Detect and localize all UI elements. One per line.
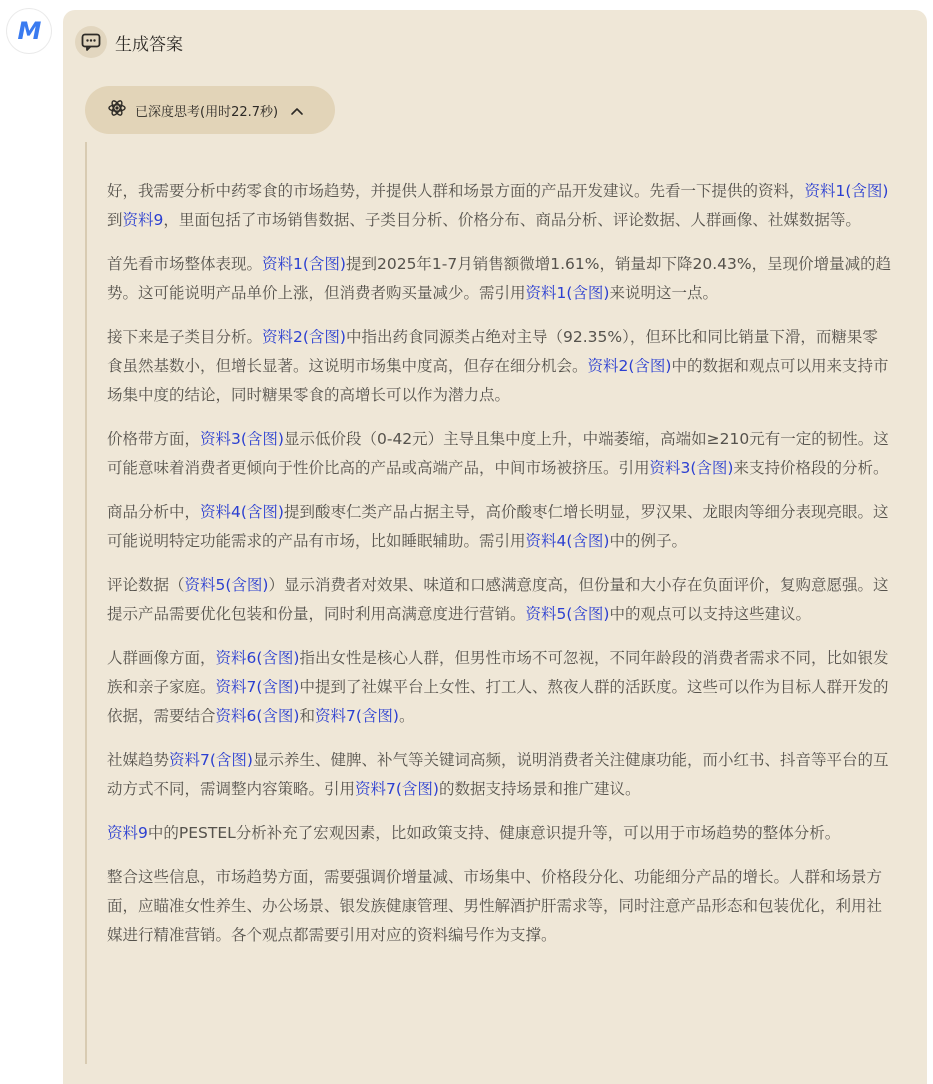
paragraph-text: 中的例子。 (609, 532, 687, 550)
reference-link[interactable]: 资料6(含图) (215, 707, 300, 725)
paragraph-text: 整合这些信息，市场趋势方面，需要强调价增量减、市场集中、价格段分化、功能细分产品的增长。人群和场景方面，应瞄准女性养生、办公场景、银发族健康管理、男性解酒护肝需求等，同时注意产品形态和包装优化，利用社媒进行精准营销。各个观点都需要引用对应的资料编号作为支撑。 (107, 868, 883, 944)
reference-link[interactable]: 资料9 (122, 211, 164, 229)
chevron-up-icon (290, 101, 304, 120)
paragraph-text: 中的观点可以支持这些建议。 (609, 605, 811, 623)
answer-card (63, 10, 927, 1084)
paragraph-text: 中的数据和观点可以用来支持市场集中度的结论，同时糖果零食的高增长可以作为潜力点。 (107, 357, 889, 404)
thought-paragraph (107, 819, 893, 848)
paragraph-text: 来说明这一点。 (609, 284, 718, 302)
reference-link[interactable]: 资料5(含图) (184, 576, 269, 594)
reference-link[interactable]: 资料1(含图) (804, 182, 889, 200)
reference-link[interactable]: 资料3(含图) (200, 430, 284, 448)
paragraph-text: 中的PESTEL分析补充了宏观因素，比如政策支持、健康意识提升等，可以用于市场趋势的整体分析。 (147, 824, 841, 842)
thought-paragraph (107, 323, 893, 410)
gear-icon (107, 98, 127, 122)
reference-link[interactable]: 资料7(含图) (315, 707, 399, 725)
deep-think-toggle[interactable] (85, 86, 335, 134)
reference-link[interactable]: 资料6(含图) (215, 649, 300, 667)
card-title: 生成答案 (115, 34, 183, 55)
paragraph-text: 商品分析中， (107, 503, 201, 521)
reference-link[interactable]: 资料5(含图) (525, 605, 610, 623)
paragraph-text: 的数据支持场景和推广建议。 (438, 780, 641, 798)
paragraph-text: 指出女性是核心人群，但男性市场不可忽视，不同年龄段的消费者需求不同，比如银发族和亲子家庭。 (107, 649, 889, 696)
paragraph-text: 社媒趋势 (107, 751, 170, 769)
paragraph-text: 好，我需要分析中药零食的市场趋势，并提供人群和场景方面的产品开发建议。先看一下提供的资料， (107, 182, 805, 200)
thought-paragraph (107, 863, 893, 950)
reference-link[interactable]: 资料1(含图) (525, 284, 610, 302)
thought-paragraph (107, 498, 893, 556)
reference-link[interactable]: 资料1(含图) (262, 255, 346, 273)
reference-link[interactable]: 资料3(含图) (649, 459, 734, 477)
chat-bubble-icon (75, 26, 107, 58)
paragraph-text: 。 (398, 707, 415, 725)
thought-paragraph (107, 644, 893, 731)
deep-think-label: 已深度思考(用时22.7秒) (135, 104, 279, 120)
card-header (75, 26, 183, 58)
paragraph-text: 价格带方面， (107, 430, 201, 448)
paragraph-text: 和 (299, 707, 315, 725)
reference-link[interactable]: 资料2(含图) (587, 357, 672, 375)
paragraph-text: 来支持价格段的分析。 (733, 459, 889, 477)
thought-paragraph (107, 425, 893, 483)
paragraph-text: 中提到了社媒平台上女性、打工人、熬夜人群的活跃度。这些可以作为目标人群开发的依据，需要结合 (107, 678, 889, 725)
paragraph-text: 首先看市场整体表现。 (107, 255, 263, 273)
logo-icon: M (7, 9, 51, 53)
thinking-content (85, 142, 893, 1064)
thought-paragraph (107, 746, 893, 804)
reference-link[interactable]: 资料9 (107, 824, 148, 842)
paragraph-text: 提到2025年1-7月销售额微增1.61%，销量却下降20.43%，呈现价增量减的趋势。这可能说明产品单价上涨，但消费者购买量减少。需引用 (107, 255, 892, 302)
reference-link[interactable]: 资料7(含图) (355, 780, 439, 798)
paragraph-text: 显示养生、健脾、补气等关键词高频，说明消费者关注健康功能，而小红书、抖音等平台的互动方式不同，需调整内容策略。引用 (107, 751, 889, 798)
reference-link[interactable]: 资料7(含图) (169, 751, 253, 769)
paragraph-text: ，里面包括了市场销售数据、子类目分析、价格分布、商品分析、评论数据、人群画像、社媒数据等。 (163, 211, 861, 229)
reference-link[interactable]: 资料4(含图) (525, 532, 610, 550)
thought-paragraph (107, 250, 893, 308)
paragraph-text: 评论数据（ (107, 576, 185, 594)
paragraph-text: 提到酸枣仁类产品占据主导，高价酸枣仁增长明显，罗汉果、龙眼肉等细分表现亮眼。这可能说明特定功能需求的产品有市场，比如睡眠辅助。需引用 (107, 503, 889, 550)
reference-link[interactable]: 资料7(含图) (215, 678, 300, 696)
reference-link[interactable]: 资料2(含图) (262, 328, 346, 346)
paragraph-text: 人群画像方面， (107, 649, 216, 667)
reference-link[interactable]: 资料4(含图) (200, 503, 284, 521)
paragraph-text: 接下来是子类目分析。 (107, 328, 263, 346)
paragraph-text: 到 (107, 211, 123, 229)
paragraph-text: ）显示消费者对效果、味道和口感满意度高，但份量和大小存在负面评价，复购意愿强。这提示产品需要优化包装和份量，同时利用高满意度进行营销。 (107, 576, 889, 623)
paragraph-text: 中指出药食同源类占绝对主导（92.35%），但环比和同比销量下滑，而糖果零食虽然基数小，但增长显著。这说明市场集中度高，但存在细分机会。 (107, 328, 878, 375)
paragraph-text: 显示低价段（0-42元）主导且集中度上升，中端萎缩，高端如≥210元有一定的韧性。这可能意味着消费者更倾向于性价比高的产品或高端产品，中间市场被挤压。引用 (107, 430, 889, 477)
thought-paragraph (107, 177, 893, 235)
thought-paragraph (107, 571, 893, 629)
